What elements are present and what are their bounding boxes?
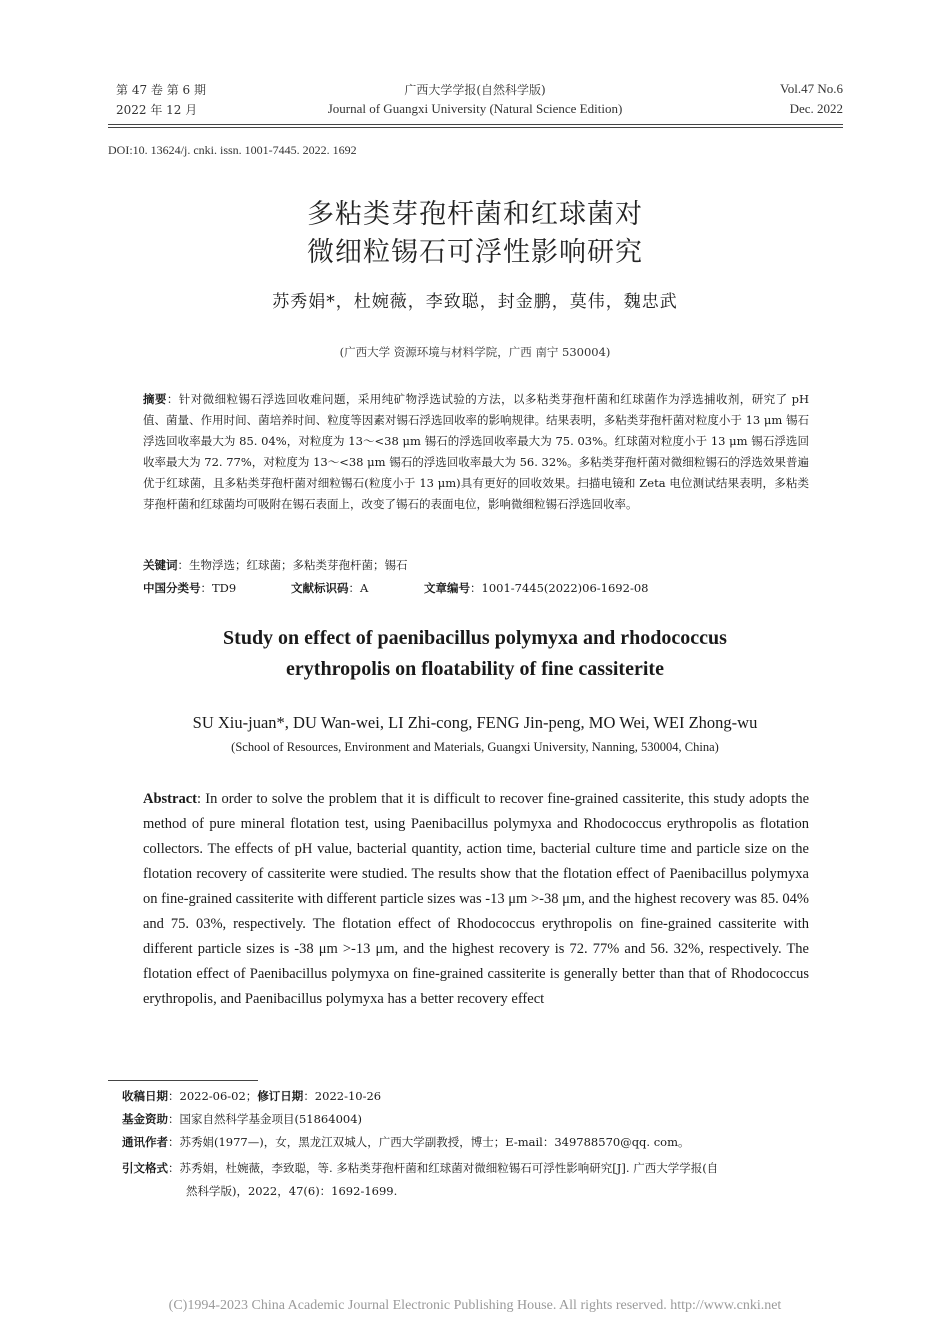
header-rule-top (108, 124, 843, 125)
abstract-cn-text: ：针对微细粒锡石浮选回收难问题，采用纯矿物浮选试验的方法，以多粘类芽孢杆菌和红球菌作为浮选捕收剂，研究了 pH 值、菌量、作用时间、菌培养时间、粒度等因素对锡石浮选回收率的影响规律。结果表明，多粘类芽孢杆菌对粒度小于 13 μm 锡石浮选回收率最大为 85. 04%，对粒度为 13～<38 μm 锡石的浮选回收率最大为 75. 03%。红球菌对粒度小于 13 μm 锡石浮选回收率最大为 72. 77%，对粒度为 13～<38 μm 锡石的浮选回收率最大为 56. 32%。多粘类芽孢杆菌对微细粒锡石的浮选效果普遍优于红球菌，且多粘类芽孢杆菌对细粒锡石(粒度小于 13 μm)具有更好的回收效果。扫描电镜和 Zeta 电位测试结果表明，多粘类芽孢杆菌和红球菌均可吸附在锡石表面上，改变了锡石的表面电位，影响微细粒锡石浮选回收率。 (143, 392, 809, 512)
footnote-rule (108, 1080, 258, 1081)
authors-en: SU Xiu-juan*, DU Wan-wei, LI Zhi-cong, FENG Jin-peng, MO Wei, WEI Zhong-wu (192, 713, 758, 732)
citation-value-line2: 然科学版)，2022，47(6)：1692-1699. (186, 1184, 398, 1198)
affiliation-cn: (广西大学 资源环境与材料学院，广西 南宁 530004) (339, 345, 611, 359)
footnote-fund (122, 1111, 362, 1127)
article-number-value: ：1001-7445(2022)06-1692-08 (470, 581, 649, 595)
clc-label: 中国分类号 (143, 581, 201, 595)
article-number-label: 文章编号 (424, 581, 470, 595)
title-cn-line1: 多粘类芽孢杆菌和红球菌对 (307, 199, 643, 230)
footnote-citation (122, 1157, 842, 1203)
abstract-cn-label: 摘要 (143, 392, 167, 406)
header-volume-en: Vol.47 No.6 (780, 81, 843, 96)
citation-value-line1: ：苏秀娟，杜婉薇，李致聪，等. 多粘类芽孢杆菌和红球菌对微细粒锡石可浮性影响研究[J]. 广西大学学报(自 (168, 1161, 719, 1175)
header-journal-cn: 广西大学学报(自然科学版) (404, 83, 546, 97)
affiliation-en: (School of Resources, Environment and Materials, Guangxi University, Nanning, 530004, China) (231, 740, 719, 754)
doi: DOI:10. 13624/j. cnki. issn. 1001-7445. 2022. 1692 (108, 143, 357, 157)
article-number (424, 580, 648, 596)
abstract-cn (143, 389, 809, 516)
authors-cn: 苏秀娟*，杜婉薇，李致聪，封金鹏，莫伟，魏忠武 (272, 292, 678, 312)
doc-code-value: ：A (348, 581, 369, 595)
revised-label: 修订日期 (257, 1089, 304, 1103)
copyright-footer: (C)1994-2023 China Academic Journal Electronic Publishing House. All rights reserved. http://www.cnki.net (168, 1298, 782, 1313)
revised-value: ：2022-10-26 (303, 1089, 382, 1103)
abstract-en (143, 787, 809, 1012)
abstract-en-label: Abstract (143, 791, 197, 807)
received-value: ：2022-06-02； (168, 1089, 258, 1103)
received-label: 收稿日期 (122, 1089, 168, 1103)
footnote-dates (122, 1088, 381, 1104)
header-date-en: Dec. 2022 (789, 101, 843, 116)
title-cn-line2: 微细粒锡石可浮性影响研究 (307, 237, 643, 268)
fund-label: 基金资助 (122, 1112, 168, 1126)
document-code (291, 580, 368, 596)
fund-value: ：国家自然科学基金项目(51864004) (168, 1112, 363, 1126)
title-en-line2: erythropolis on floatability of fine cassiterite (286, 658, 664, 680)
header-rule-bottom (108, 127, 843, 128)
footnote-corresponding (122, 1134, 690, 1150)
corresponding-value: ：苏秀娟(1977—)，女，黑龙江双城人，广西大学副教授，博士；E-mail：349788570@qq. com。 (168, 1135, 690, 1149)
header-date-cn: 2022 年 12 月 (116, 103, 198, 117)
header-journal-en: Journal of Guangxi University (Natural Science Edition) (327, 101, 623, 116)
abstract-en-text: : In order to solve the problem that it is difficult to recover fine-grained cassiterite, this study adopts the method of pure mineral flotation test, using Paenibacillus polymyxa and Rhodococcus erythropolis as flotation collectors. The effects of pH value, bacterial quantity, action time, bacterial culture time and particle size on the flotation recovery of cassiterite were studied. The results show that the flotation effect of Paenibacillus polymyxa on fine-grained cassiterite with different particle sizes was -13 μm >-38 μm, and the highest recovery was 85. 04% and 75. 03%, respectively. The flotation effect of Rhodococcus erythropolis on fine-grained cassiterite with different particle sizes is -38 μm >-13 μm, and the highest recovery is 72. 77% and 56. 32%, respectively. The flotation effect of Paenibacillus polymyxa on fine-grained cassiterite is generally better than that of Rhodococcus erythropolis, and Paenibacillus polymyxa has a better recovery effect (143, 791, 809, 1007)
corresponding-label: 通讯作者 (122, 1135, 168, 1149)
clc-value: ：TD9 (200, 581, 237, 595)
doc-code-label: 文献标识码 (291, 581, 349, 595)
citation-label: 引文格式 (122, 1161, 168, 1175)
keywords-cn-text: ：生物浮选；红球菌；多粘类芽孢杆菌；锡石 (177, 558, 408, 572)
clc-number (143, 580, 236, 596)
keywords-cn (143, 557, 408, 573)
title-en-line1: Study on effect of paenibacillus polymyxa and rhodococcus (223, 627, 727, 649)
header-volume-issue: 第 47 卷 第 6 期 (116, 83, 206, 97)
keywords-cn-label: 关键词 (143, 558, 178, 572)
